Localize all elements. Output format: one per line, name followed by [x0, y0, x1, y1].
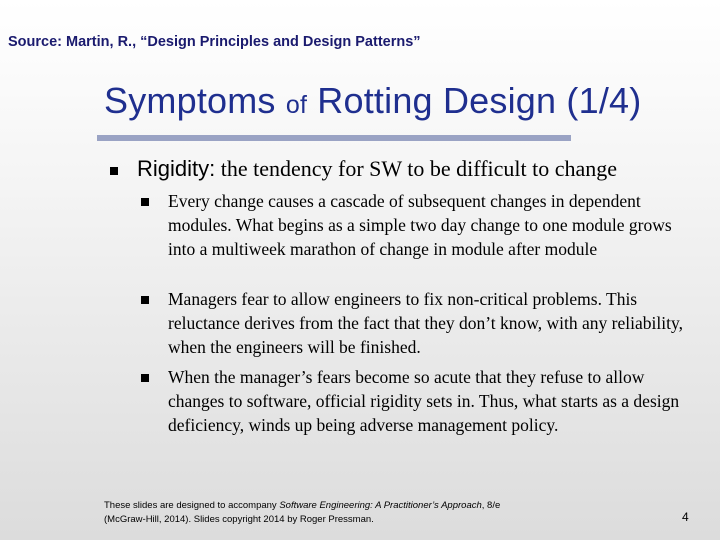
- sub-bullet-1: Every change causes a cascade of subsequent changes in dependent modules. What begins as a simple two day change to one module grows into a multiweek marathon of change in module after module: [168, 191, 672, 259]
- bullet-square-icon: [141, 296, 149, 304]
- bullet-square-icon: [110, 167, 118, 175]
- bullet-square-icon: [141, 374, 149, 382]
- title-part-3: Rotting Design (1/4): [307, 80, 642, 121]
- title-part-1: Symptoms: [104, 80, 286, 121]
- page-number: 4: [682, 510, 689, 524]
- footer-book-title: Software Engineering: A Practitioner’s Approach: [279, 500, 482, 511]
- footer-line1-post: , 8/e: [481, 500, 501, 511]
- footer-line1-pre: These slides are designed to accompany: [104, 500, 280, 511]
- bullet-square-icon: [141, 198, 149, 206]
- slide-title: [104, 80, 641, 122]
- footer-line-2: (McGraw-Hill, 2014). Slides copyright 2014 by Roger Pressman.: [104, 514, 374, 525]
- title-underline-rule: [97, 135, 571, 141]
- main-bullet-rigidity: [137, 156, 617, 182]
- footer-copyright: [104, 499, 500, 527]
- main-bullet-term: Rigidity:: [137, 156, 216, 181]
- source-citation: Source: Martin, R., “Design Principles and Design Patterns”: [8, 34, 421, 50]
- main-bullet-text: the tendency for SW to be difficult to change: [215, 156, 618, 181]
- sub-bullet-2: Managers fear to allow engineers to fix non-critical problems. This reluctance derives from the fact that they don’t know, with any reliability, when the engineers will be finished.: [168, 289, 683, 357]
- footer-line-1: [104, 499, 500, 513]
- sub-bullet-3: When the manager’s fears become so acute that they refuse to allow changes to software, official rigidity sets in. Thus, what starts as a design deficiency, winds up being adverse management policy.: [168, 367, 680, 435]
- title-part-2: of: [285, 91, 308, 119]
